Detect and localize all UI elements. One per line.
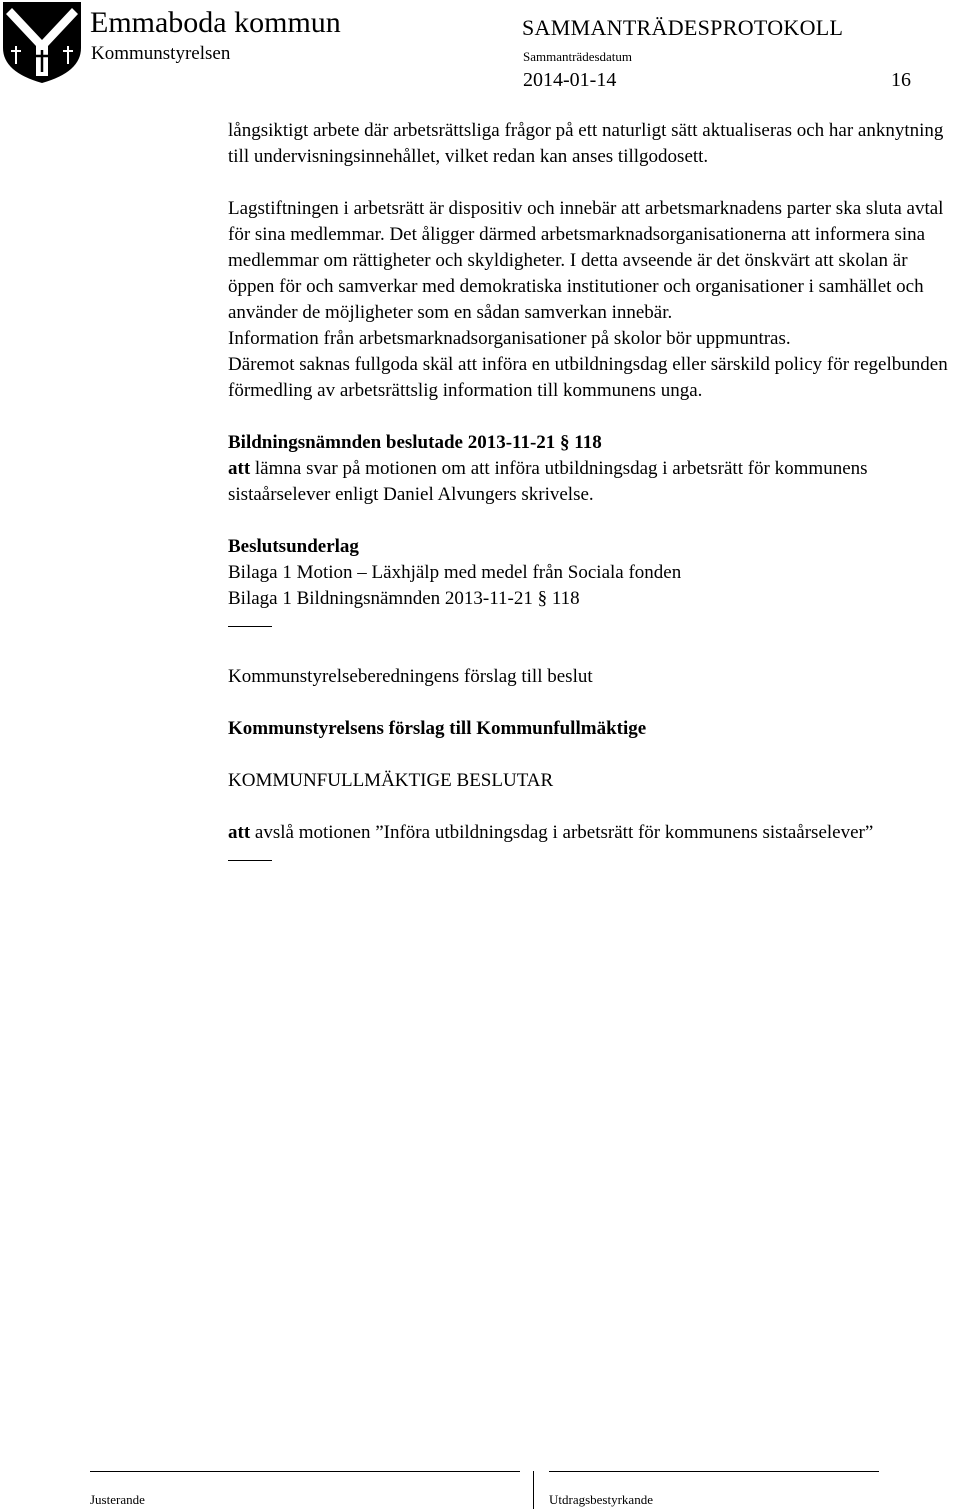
footer-label-utdragsbestyrkande: Utdragsbestyrkande	[549, 1492, 653, 1507]
organization-name: Emmaboda kommun	[90, 6, 341, 39]
paragraph-3: Information från arbetsmarknadsorganisationer på skolor bör uppmuntras.	[228, 328, 791, 349]
basis-heading: Beslutsunderlag	[228, 536, 359, 557]
emmaboda-coat-of-arms-icon	[0, 0, 84, 84]
decision-heading: Bildningsnämnden beslutade 2013-11-21 § 118	[228, 432, 602, 453]
att-keyword: att	[228, 822, 251, 843]
final-decision	[228, 820, 952, 846]
proposal-heading: Kommunstyrelsens förslag till Kommunfullmäktige	[228, 718, 647, 739]
final-decision-body: avslå motionen ”Införa utbildningsdag i arbetsrätt för kommunens sistaårselever”	[250, 822, 874, 843]
page-number: 16	[891, 69, 911, 91]
footer-label-justerande: Justerande	[90, 1492, 145, 1507]
council-heading: KOMMUNFULLMÄKTIGE BESLUTAR	[228, 770, 554, 791]
basis-item: Bilaga 1 Motion – Läxhjälp med medel från Sociala fonden	[228, 562, 682, 583]
att-keyword: att	[228, 458, 251, 479]
document-type: SAMMANTRÄDESPROTOKOLL	[522, 15, 844, 40]
basis-item: Bilaga 1 Bildningsnämnden 2013-11-21 § 118	[228, 588, 580, 609]
paragraph-4: Däremot saknas fullgoda skäl att införa en utbildningsdag eller särskild policy för regelbunden förmedling av arbetsrättslig information till kommunens unga.	[228, 354, 948, 401]
document-body	[228, 118, 952, 872]
meeting-date: 2014-01-14	[523, 69, 617, 91]
decision-text	[228, 456, 952, 508]
decision-body: lämna svar på motionen om att införa utbildningsdag i arbetsrätt för kommunens sistaårselever enligt Daniel Alvungers skrivelse.	[228, 458, 868, 505]
footer-signature-line	[549, 1471, 879, 1472]
proposal-line: Kommunstyrelseberedningens förslag till beslut	[228, 666, 593, 687]
meeting-date-label: Sammanträdesdatum	[523, 49, 633, 64]
footer-signature-line	[90, 1471, 520, 1472]
separator-rule	[228, 626, 272, 627]
organization-department: Kommunstyrelsen	[91, 43, 231, 64]
separator-rule	[228, 860, 272, 861]
footer-divider	[533, 1471, 534, 1509]
paragraph-2: Lagstiftningen i arbetsrätt är dispositiv och innebär att arbetsmarknadens parter ska sluta avtal för sina medlemmar. Det åligger därmed arbetsmarknadsorganisationerna att informera sina medlemmar om rättigheter och skyldigheter. I detta avseende är det önskvärt att skolan är öppen för och samverkar med demokratiska institutioner och organisationer i samhället och använder de möjligheter som en sådan samverkan innebär.	[228, 198, 944, 323]
paragraph-1: långsiktigt arbete där arbetsrättsliga frågor på ett naturligt sätt aktualiseras och har anknytning till undervisningsinnehållet, vilket redan kan anses tillgodosett.	[228, 120, 944, 167]
